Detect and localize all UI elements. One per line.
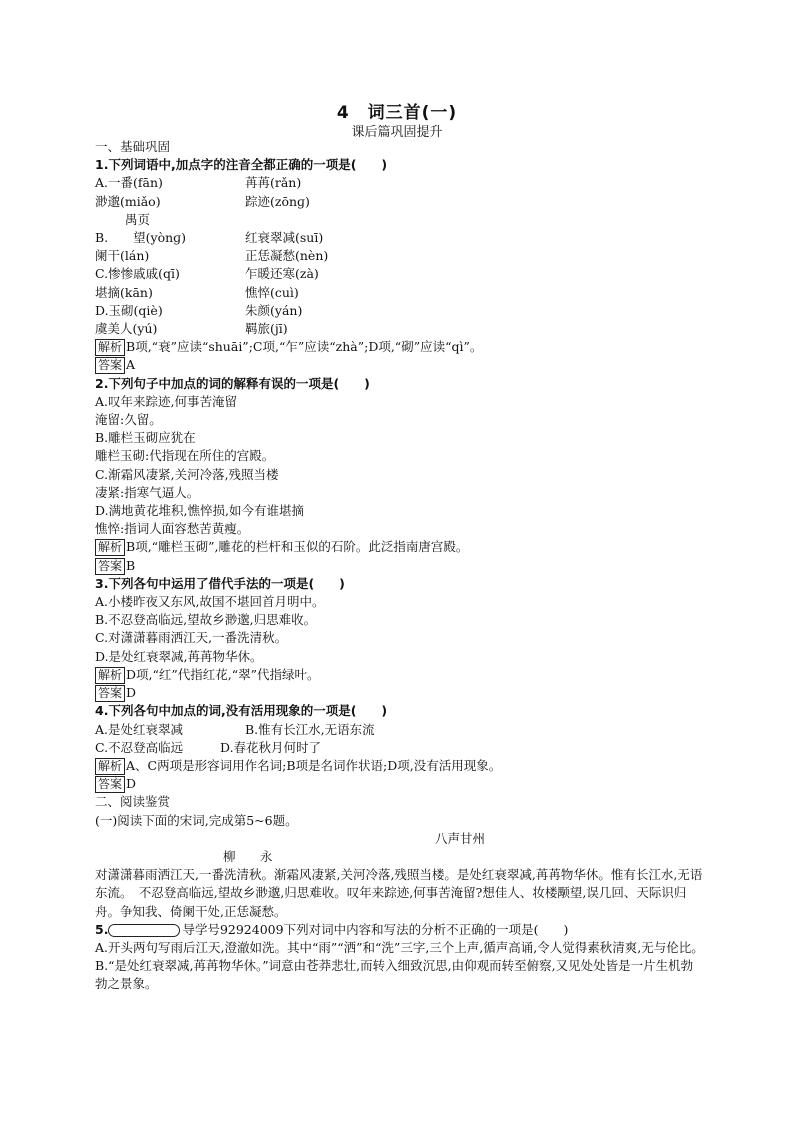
option-text: B.“是处红衰翠减,苒苒物华休。”词意由苍莽悲壮,而转入细致沉思,由仰观而转至俯察,又见处处皆是一片生机勃勃之景象。 [95,958,694,992]
question-stem: 1.下列词语中,加点字的注音全都正确的一项是( ) [95,157,388,173]
option-text: 红衰翠减(suī) [245,230,324,246]
option-text: C.惨惨戚戚(qī) [95,266,180,282]
option-text: A.开头两句写雨后江天,澄澈如洗。其中“雨”“洒”和“洗”三字,三个上声,循声高诵,令人觉得素秋清爽,无与伦比。 [95,939,704,955]
option-row [95,174,705,192]
option-char-note: 禺页 [125,211,151,227]
option-text: A.一番(fān) [95,175,163,191]
option-text: A.小楼昨夜又东风,故国不堪回首月明中。 [95,594,325,610]
option-text: D.是处红衰翠减,苒苒物华休。 [95,648,263,664]
section-title: 二、阅读鉴赏 [95,794,171,810]
option-text: B.不忍登高临远,望故乡渺邈,归思难收。 [95,612,317,628]
option-text: 苒苒(rǎn) [245,175,302,191]
answer [95,356,705,374]
option-text: 羁旅(jī) [245,321,288,337]
poem-title: 八声甘州 [434,830,485,846]
answer [95,775,705,793]
option-row [95,193,705,211]
answer-tag: 答案 [95,776,125,793]
explanation [95,757,705,775]
option-text: 乍暖还寒(zà) [245,266,319,282]
reading-intro: (一)阅读下面的宋词,完成第5~6题。 [95,812,298,828]
option-row [95,721,705,739]
section-title: 一、基础巩固 [95,139,171,154]
poem-text: 对潇潇暮雨洒江天,一番洗清秋。渐霜风凄紧,关河冷落,残照当楼。是处红衰翠减,苒苒物华休。惟有长江水,无语东流。 不忍登高临远,望故乡渺邈,归思难收。叹年来踪迹,何事苦淹留?想佳人、妆楼颙望,误几回、天际识归舟。争知我、倚阑干处,正恁凝愁。 [95,867,703,919]
option-text: B. 望(yònɡ) [95,230,187,246]
option-text: 阑干(lán) [95,248,150,264]
option-text: A.叹年来踪迹,何事苦淹留 [95,393,237,409]
answer-tag: 答案 [95,357,125,374]
option-text: D.春花秋月何时了 [220,739,322,755]
question-stem [95,921,705,939]
option-text: C.不忍登高临远 [95,739,184,755]
answer-text: B [126,557,136,573]
option-row [95,302,705,320]
lesson-subtitle: 课后篇巩固提升 [351,125,443,140]
document-body [95,138,705,994]
explanation [95,666,705,684]
option-text: 渺邈(miǎo) [95,193,161,209]
option-row [95,229,705,247]
option-text: 踪迹(zōnɡ) [245,193,310,209]
explanation-text: D项,“红”代指红花,“翠”代指绿叶。 [126,666,320,682]
explanation-tag: 解析 [95,667,125,684]
option-gloss: 凄紧:指寒气逼人。 [95,484,200,500]
question-stem: 2.下列句子中加点的词的解释有误的一项是( ) [95,375,370,391]
explanation-text: A、C两项是形容词用作名词;B项是名词作状语;D项,没有活用现象。 [126,757,502,773]
explanation-text: B项,“雕栏玉砌”,雕花的栏杆和玉似的石阶。此泛指南唐宫殿。 [126,539,469,555]
option-text: 正恁凝愁(nèn) [245,248,329,264]
explanation [95,338,705,356]
explanation-tag: 解析 [95,758,125,775]
answer-tag: 答案 [95,685,125,702]
option-text: D.玉砌(qiè) [95,302,163,318]
explanation [95,538,705,556]
explanation-text: B项,“衰”应读“shuāi”;C项,“乍”应读“zhà”;D项,“砌”应读“qì”。 [126,339,483,355]
poem-author: 柳 永 [223,848,279,864]
option-text: 堪摘(kān) [95,284,153,300]
key-question-badge [108,924,180,937]
question-number: 5. [95,921,109,937]
option-gloss: 淹留:久留。 [95,412,162,428]
option-row [95,320,705,338]
answer-text: D [126,685,137,701]
answer [95,557,705,575]
explanation-tag: 解析 [95,539,125,556]
option-text: B.雕栏玉砌应犹在 [95,430,196,446]
answer-tag: 答案 [95,558,125,575]
option-text: C.渐霜风凄紧,关河冷落,残照当楼 [95,466,279,482]
answer [95,684,705,702]
explanation-tag: 解析 [95,339,125,356]
option-text: D.满地黄花堆积,憔悴损,如今有谁堪摘 [95,503,304,519]
option-row [95,284,705,302]
question-text: 导学号92924009下列对词中内容和写法的分析不正确的一项是( ) [182,921,569,937]
question-stem: 4.下列各句中加点的词,没有活用现象的一项是( ) [95,703,388,719]
option-row [95,739,705,757]
option-text: B.惟有长江水,无语东流 [245,721,375,737]
option-row [95,247,705,265]
lesson-title: 4 词三首(一) [336,103,458,123]
option-row [95,265,705,283]
option-text: A.是处红衰翠减 [95,721,184,737]
answer-text: D [126,776,137,792]
option-text: 朱颜(yán) [245,302,303,318]
option-text: C.对潇潇暮雨洒江天,一番洗清秋。 [95,630,288,646]
option-text: 憔悴(cuì) [245,284,299,300]
option-gloss: 憔悴:指词人面容愁苦黄瘦。 [95,521,250,537]
option-gloss: 雕栏玉砌:代指现在所住的宫殿。 [95,448,275,464]
question-stem: 3.下列各句中运用了借代手法的一项是( ) [95,575,345,591]
answer-text: A [126,357,136,373]
option-text: 虞美人(yú) [95,321,158,337]
